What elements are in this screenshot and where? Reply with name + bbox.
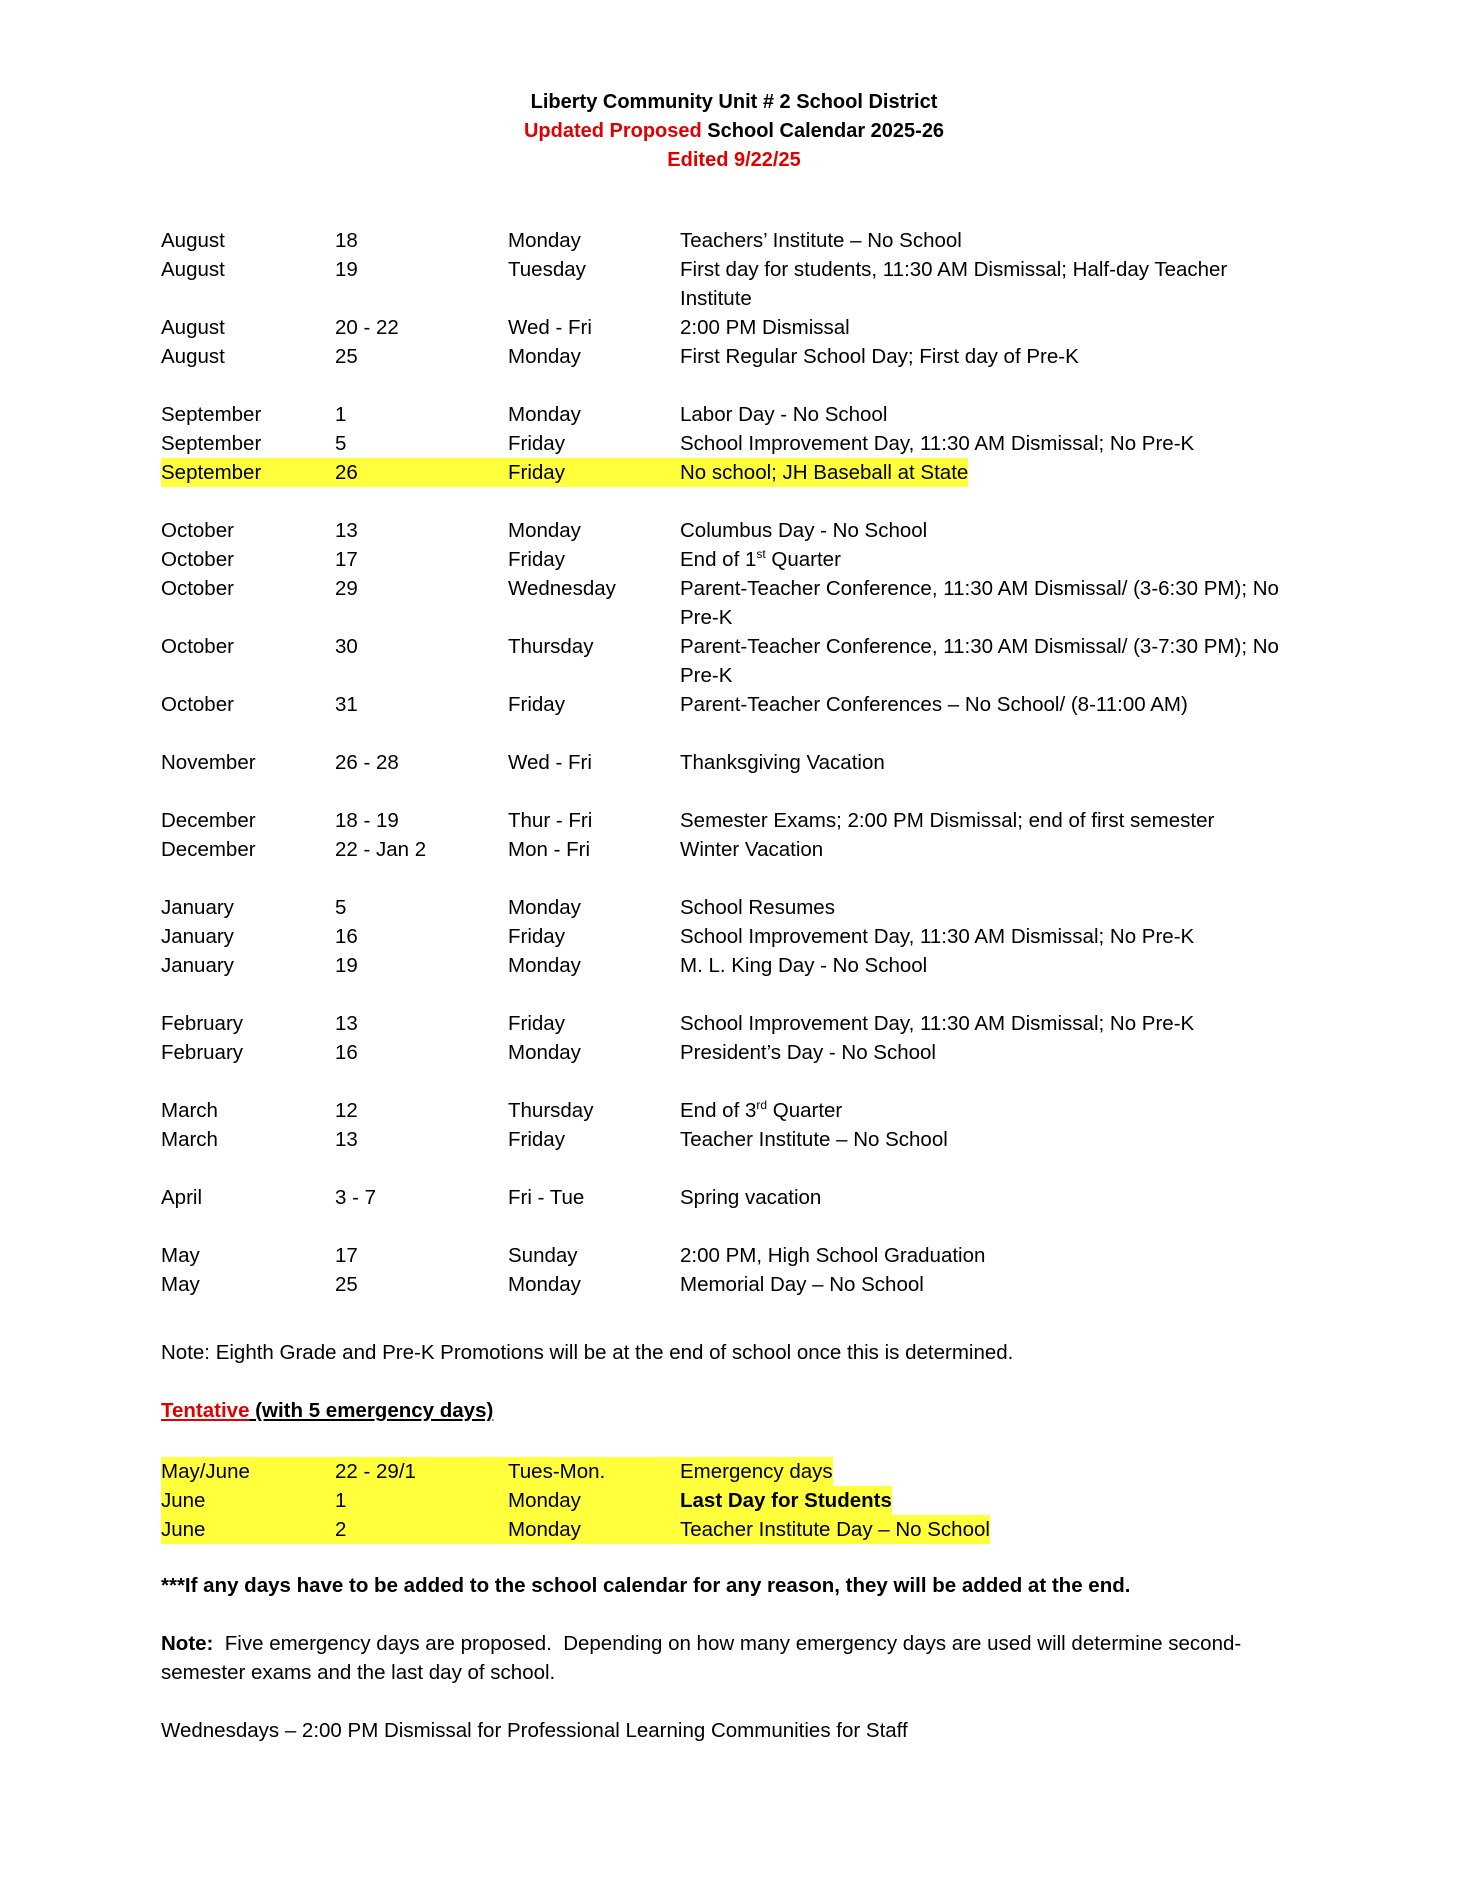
- event-weekday: Wed - Fri: [508, 751, 592, 774]
- edited-date: Edited 9/22/25: [667, 149, 801, 171]
- event-description: Parent-Teacher Conferences – No School/ (8-11:00 AM): [680, 693, 1188, 716]
- highlighted-event-row: [161, 1515, 990, 1544]
- event-month: May/June: [161, 1457, 335, 1486]
- event-description: Semester Exams; 2:00 PM Dismissal; end of first semester: [680, 809, 1215, 832]
- event-row: [161, 1241, 1311, 1270]
- event-month: March: [161, 1099, 218, 1122]
- event-date: 26: [335, 458, 508, 487]
- event-weekday: Sunday: [508, 1244, 578, 1267]
- event-weekday: Monday: [508, 896, 581, 919]
- event-row: [161, 690, 1311, 719]
- event-row: [161, 1096, 1311, 1125]
- event-month: September: [161, 403, 262, 426]
- event-month: October: [161, 693, 234, 716]
- event-date: 5: [335, 432, 347, 455]
- event-date: 30: [335, 635, 358, 658]
- event-description: School Improvement Day, 11:30 AM Dismissal; No Pre-K: [680, 1012, 1195, 1035]
- month-group: [161, 226, 1311, 371]
- event-description: Columbus Day - No School: [680, 519, 928, 542]
- event-weekday: Monday: [508, 403, 581, 426]
- event-row: [161, 516, 1311, 545]
- updated-proposed-label: Updated Proposed: [523, 120, 702, 142]
- event-date: 3 - 7: [335, 1186, 377, 1209]
- highlighted-event-row: [161, 1486, 892, 1515]
- event-weekday: Tues-Mon.: [508, 1457, 680, 1486]
- event-description: School Resumes: [680, 896, 835, 919]
- wednesday-note: Wednesdays – 2:00 PM Dismissal for Professional Learning Communities for Staff: [161, 1719, 908, 1742]
- event-date: 18 - 19: [335, 809, 399, 832]
- event-row: [161, 400, 1311, 429]
- month-group: [161, 748, 1311, 777]
- description-text: Quarter: [765, 548, 841, 571]
- description-text: End of 1: [680, 548, 757, 571]
- event-month: November: [161, 751, 256, 774]
- event-weekday: Wed - Fri: [508, 316, 592, 339]
- event-month: August: [161, 345, 225, 368]
- event-weekday: Friday: [508, 693, 565, 716]
- event-month: May: [161, 1273, 200, 1296]
- event-row: [161, 1183, 1311, 1212]
- event-weekday: Monday: [508, 229, 581, 252]
- ordinal-suffix: rd: [756, 1098, 768, 1112]
- event-date: 13: [335, 1128, 358, 1151]
- event-month: June: [161, 1515, 335, 1544]
- event-weekday: Monday: [508, 345, 581, 368]
- event-weekday: Monday: [508, 1486, 680, 1515]
- event-month: January: [161, 954, 234, 977]
- month-group: [161, 893, 1311, 980]
- event-description: [680, 1096, 1300, 1125]
- event-date: 25: [335, 345, 358, 368]
- event-weekday: Friday: [508, 432, 565, 455]
- event-row: [161, 545, 1311, 574]
- event-row: [161, 748, 1311, 777]
- event-description: First day for students, 11:30 AM Dismissal; Half-day Teacher Institute: [680, 258, 1233, 310]
- description-text: End of 3: [680, 1099, 757, 1122]
- document-header: [0, 88, 1468, 175]
- event-month: February: [161, 1041, 244, 1064]
- event-month: January: [161, 925, 234, 948]
- event-weekday: Tuesday: [508, 258, 586, 281]
- event-weekday: Monday: [508, 1515, 680, 1544]
- added-days-note: ***If any days have to be added to the school calendar for any reason, they will be added at the end.: [161, 1574, 1131, 1597]
- event-row: [161, 835, 1311, 864]
- event-row: [161, 429, 1311, 458]
- event-row: [161, 1125, 1311, 1154]
- district-name: Liberty Community Unit # 2 School District: [530, 91, 938, 113]
- event-description: Parent-Teacher Conference, 11:30 AM Dismissal/ (3-6:30 PM); No Pre-K: [680, 577, 1285, 629]
- calendar-title-text: School Calendar 2025-26: [701, 120, 945, 142]
- event-month: December: [161, 838, 256, 861]
- event-weekday: Friday: [508, 925, 565, 948]
- event-description: 2:00 PM Dismissal: [680, 316, 850, 339]
- event-month: May: [161, 1244, 200, 1267]
- month-group: [161, 1241, 1311, 1299]
- month-group: [161, 1183, 1311, 1212]
- emergency-note-label: Note:: [161, 1632, 214, 1655]
- tentative-heading: [161, 1396, 1321, 1425]
- event-date: 22 - Jan 2: [335, 838, 427, 861]
- highlighted-event-row: [161, 1457, 833, 1486]
- highlighted-event-row: [161, 458, 968, 487]
- event-month: October: [161, 519, 234, 542]
- event-description: Parent-Teacher Conference, 11:30 AM Dismissal/ (3-7:30 PM); No Pre-K: [680, 635, 1285, 687]
- event-description: Last Day for Students: [680, 1486, 892, 1515]
- tentative-label: Tentative: [161, 1399, 250, 1422]
- event-row: [161, 922, 1311, 951]
- event-description: Teacher Institute – No School: [680, 1128, 948, 1151]
- event-date: 13: [335, 1012, 358, 1035]
- event-description: No school; JH Baseball at State: [680, 458, 968, 487]
- event-month: October: [161, 635, 234, 658]
- event-month: February: [161, 1012, 244, 1035]
- tentative-subtitle: (with 5 emergency days): [249, 1399, 494, 1422]
- event-description: Thanksgiving Vacation: [680, 751, 885, 774]
- event-row: [161, 574, 1311, 632]
- event-weekday: Wednesday: [508, 577, 616, 600]
- event-description: First Regular School Day; First day of Pre-K: [680, 345, 1079, 368]
- ordinal-suffix: st: [756, 547, 766, 561]
- event-date: 12: [335, 1099, 358, 1122]
- event-month: December: [161, 809, 256, 832]
- event-description: 2:00 PM, High School Graduation: [680, 1244, 986, 1267]
- event-weekday: Monday: [508, 519, 581, 542]
- event-description: M. L. King Day - No School: [680, 954, 928, 977]
- event-date: 17: [335, 1244, 358, 1267]
- event-weekday: Fri - Tue: [508, 1186, 585, 1209]
- event-row: [161, 1038, 1311, 1067]
- event-description: Winter Vacation: [680, 838, 824, 861]
- event-date: 19: [335, 258, 358, 281]
- event-month: March: [161, 1128, 218, 1151]
- event-weekday: Friday: [508, 458, 680, 487]
- event-date: 1: [335, 1486, 508, 1515]
- event-description: Memorial Day – No School: [680, 1273, 924, 1296]
- event-row: [161, 951, 1311, 980]
- event-date: 16: [335, 1041, 358, 1064]
- event-date: 25: [335, 1273, 358, 1296]
- month-group: [161, 1009, 1311, 1067]
- event-description: Teachers’ Institute – No School: [680, 229, 962, 252]
- event-row: [161, 1009, 1311, 1038]
- event-date: 18: [335, 229, 358, 252]
- calendar-title: [0, 117, 1468, 146]
- event-row: [161, 255, 1311, 313]
- event-row: [161, 893, 1311, 922]
- event-row: [161, 806, 1311, 835]
- event-month: January: [161, 896, 234, 919]
- event-weekday: Thursday: [508, 1099, 594, 1122]
- emergency-note: [161, 1629, 1301, 1687]
- emergency-note-text: Five emergency days are proposed. Depending on how many emergency days are used will determine second-semester exams and the last day of school.: [161, 1632, 1242, 1684]
- event-row: [161, 342, 1311, 371]
- month-group: [161, 806, 1311, 864]
- event-date: 20 - 22: [335, 316, 399, 339]
- event-month: September: [161, 432, 262, 455]
- event-date: 29: [335, 577, 358, 600]
- event-description: Labor Day - No School: [680, 403, 888, 426]
- event-date: 26 - 28: [335, 751, 399, 774]
- event-description: Teacher Institute Day – No School: [680, 1515, 990, 1544]
- event-month: August: [161, 229, 225, 252]
- event-description: [680, 545, 1300, 574]
- event-month: August: [161, 316, 225, 339]
- event-weekday: Friday: [508, 548, 565, 571]
- event-month: September: [161, 458, 335, 487]
- event-month: October: [161, 548, 234, 571]
- event-description: Spring vacation: [680, 1186, 822, 1209]
- event-weekday: Monday: [508, 954, 581, 977]
- event-row: [161, 1270, 1311, 1299]
- event-date: 2: [335, 1515, 508, 1544]
- event-date: 19: [335, 954, 358, 977]
- event-weekday: Monday: [508, 1041, 581, 1064]
- event-weekday: Friday: [508, 1012, 565, 1035]
- event-row: [161, 226, 1311, 255]
- event-description: President’s Day - No School: [680, 1041, 936, 1064]
- event-row: [161, 313, 1311, 342]
- event-date: 5: [335, 896, 347, 919]
- event-weekday: Monday: [508, 1273, 581, 1296]
- event-date: 31: [335, 693, 358, 716]
- event-weekday: Friday: [508, 1128, 565, 1151]
- event-weekday: Thur - Fri: [508, 809, 593, 832]
- month-group: [161, 400, 1311, 487]
- event-date: 16: [335, 925, 358, 948]
- calendar-events: [161, 226, 1311, 1328]
- description-text: Quarter: [767, 1099, 843, 1122]
- event-weekday: Thursday: [508, 635, 594, 658]
- event-description: School Improvement Day, 11:30 AM Dismissal; No Pre-K: [680, 432, 1195, 455]
- event-row: [161, 632, 1311, 690]
- event-weekday: Mon - Fri: [508, 838, 590, 861]
- event-description: School Improvement Day, 11:30 AM Dismissal; No Pre-K: [680, 925, 1195, 948]
- event-date: 17: [335, 548, 358, 571]
- event-month: August: [161, 258, 225, 281]
- event-date: 1: [335, 403, 347, 426]
- event-month: June: [161, 1486, 335, 1515]
- event-description: Emergency days: [680, 1457, 833, 1486]
- tentative-events: [161, 1457, 1311, 1544]
- month-group: [161, 1096, 1311, 1154]
- month-group: [161, 516, 1311, 719]
- event-date: 22 - 29/1: [335, 1457, 508, 1486]
- event-date: 13: [335, 519, 358, 542]
- event-month: October: [161, 577, 234, 600]
- promotions-note: Note: Eighth Grade and Pre-K Promotions will be at the end of school once this is determined.: [161, 1341, 1014, 1364]
- event-month: April: [161, 1186, 203, 1209]
